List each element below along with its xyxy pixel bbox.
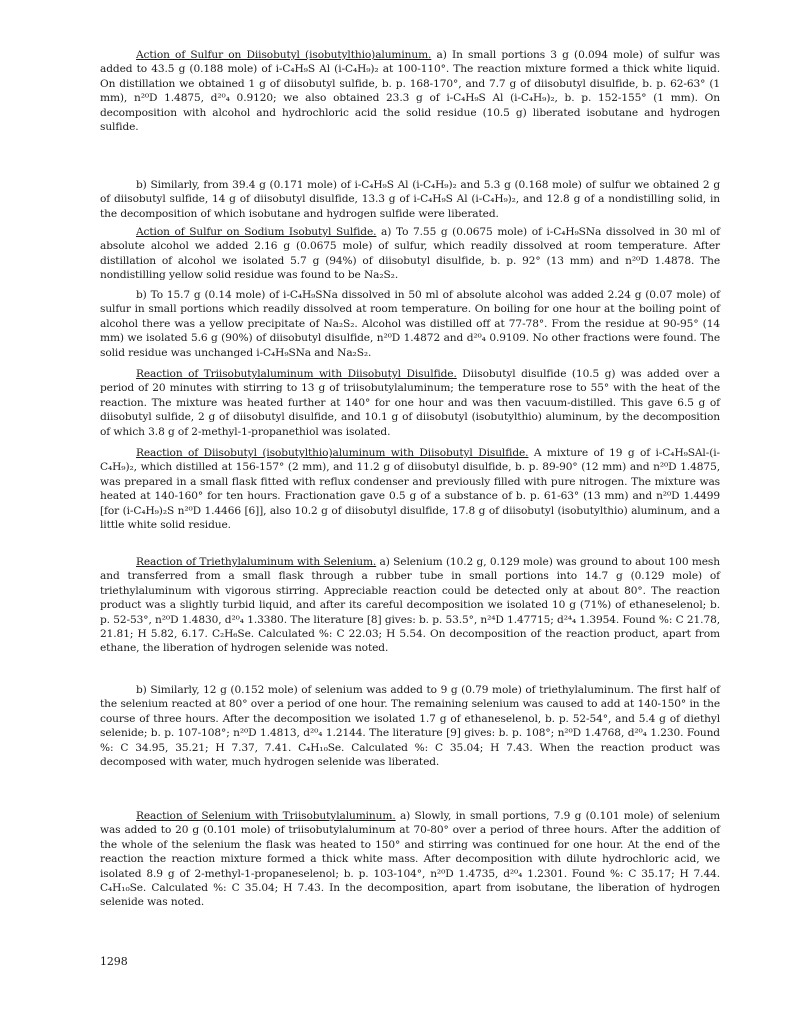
section-heading: Reaction of Triisobutylaluminum with Diisobutyl Disulfide.	[136, 368, 457, 380]
paragraph-text: a) In small portions 3 g (0.094 mole) of sulfur was added to 43.5 g (0.188 mole) of i-C₄H₉S Al (i-C₄H₉)₂ at 100-110°. The reaction mixture formed a thick white liquid. On distillation we obtained 1 g of diisobutyl sulfide, b. p. 168-170°, and 7.7 g of diisobutyl disulfide, b. p. 62-63° (1 mm), n²⁰D 1.4875, d²⁰₄ 0.9120; we also obtained 23.3 g of i-C₄H₉S Al (i-C₄H₉)₂, b. p. 152-155° (1 mm). On decomposition with alcohol and hydrochloric acid the solid residue (10.5 g) liberated isobutane and hydrogen sulfide.	[100, 49, 721, 134]
page-number: 1298	[100, 955, 128, 968]
section-heading: Reaction of Diisobutyl (isobutylthio)aluminum with Diisobutyl Disulfide.	[136, 447, 529, 459]
section-heading: Reaction of Triethylaluminum with Selenium.	[136, 556, 377, 568]
paragraph-diisobutyl-disulfide	[100, 446, 720, 532]
paragraph-sulfur-diisobutyl-b	[100, 178, 720, 221]
paragraph-sulfur-sodium-a	[100, 225, 720, 283]
section-heading: Action of Sulfur on Diisobutyl (isobutylthio)aluminum.	[136, 49, 432, 61]
paragraph-text: a) Selenium (10.2 g, 0.129 mole) was ground to about 100 mesh and transferred from a small flask through a rubber tube in small portions into 14.7 g (0.129 mole) of triethylaluminum with vigorous stirring. Appreciable reaction could be detected only at about 80°. The reaction product was a slightly turbid liquid, and after its careful decomposition we isolated 10 g (71%) of ethaneselenol; b. p. 52-53°, n²⁰D 1.4830, d²⁰₄ 1.3380. The literature [8] gives: b. p. 53.5°, n²⁴D 1.47715; d²⁴₄ 1.3954. Found %: C 21.78, 21.81; H 5.82, 6.17. C₂H₆Se. Calculated %: C 22.03; H 5.54. On decomposition of the reaction product, apart from ethane, the liberation of hydrogen selenide was noted.	[100, 556, 720, 655]
paragraph-text: b) To 15.7 g (0.14 mole) of i-C₄H₉SNa dissolved in 50 ml of absolute alcohol was added 2.24 g (0.07 mole) of sulfur in small portions which readily dissolved at room temperature. On boiling for one hour at the boiling point of alcohol there was a yellow precipitate of Na₂S₂. Alcohol was distilled off at 77-78°. From the residue at 90-95° (14 mm) we isolated 5.6 g (90%) of diisobutyl disulfide, n²⁰D 1.4872 and d²⁰₄ 0.9109. No other fractions were found. The solid residue was unchanged i-C₄H₉SNa and Na₂S₂.	[100, 289, 720, 359]
paragraph-triethylaluminum-selenium-b	[100, 683, 720, 769]
paragraph-text: b) Similarly, from 39.4 g (0.171 mole) of i-C₄H₉S Al (i-C₄H₉)₂ and 5.3 g (0.168 mole) of sulfur we obtained 2 g of diisobutyl sulfide, 14 g of diisobutyl disulfide, 13.3 g of i-C₄H₉S Al (i-C₄H₉)₂, and 12.8 g of a nondistilling solid, in the decomposition of which isobutane and hydrogen sulfide were liberated.	[100, 179, 720, 220]
paragraph-triisobutylaluminum-disulfide	[100, 367, 720, 439]
section-heading: Reaction of Selenium with Triisobutylaluminum.	[136, 810, 396, 822]
paragraph-triethylaluminum-selenium-a	[100, 555, 720, 656]
paragraph-sulfur-sodium-b	[100, 288, 720, 360]
paragraph-sulfur-diisobutyl-a	[100, 48, 720, 134]
paragraph-text: a) To 7.55 g (0.0675 mole) of i-C₄H₉SNa dissolved in 30 ml of absolute alcohol we added 2.16 g (0.0675 mole) of sulfur, which readily dissolved at room temperature. After distillation of alcohol we isolated 5.7 g (94%) of diisobutyl disulfide, b. p. 92° (13 mm) and n²⁰D 1.4878. The nondistilling yellow solid residue was found to be Na₂S₂.	[100, 226, 720, 282]
paragraph-text: A mixture of 19 g of i-C₄H₉SAl-(i-C₄H₉)₂, which distilled at 156-157° (2 mm), and 11.2 g of diisobutyl disulfide, b. p. 89-90° (12 mm) and n²⁰D 1.4875, was prepared in a small flask fitted with reflux condenser and previously filled with pure nitrogen. The mixture was heated at 140-160° for ten hours. Fractionation gave 0.5 g of a substance of b. p. 61-63° (13 mm) and n²⁰D 1.4499 [for (i-C₄H₉)₂S n²⁰D 1.4466 [6]], also 10.2 g of diisobutyl disulfide, 17.8 g of diisobutyl (isobutylthio) aluminum, and a little white solid residue.	[100, 447, 721, 532]
paragraph-text: b) Similarly, 12 g (0.152 mole) of selenium was added to 9 g (0.79 mole) of triethylaluminum. The first half of the selenium reacted at 80° over a period of one hour. The remaining selenium was caused to add at 140-150° in the course of three hours. After the decomposition we isolated 1.7 g of ethaneselenol, b. p. 52-54°, and 5.4 g of diethyl selenide; b. p. 107-108°; n²⁰D 1.4813, d²⁰₄ 1.2144. The literature [9] gives: b. p. 108°; n²⁰D 1.4768, d²⁰₄ 1.230. Found %: C 34.95, 35.21; H 7.37, 7.41. C₄H₁₀Se. Calculated %: C 35.04; H 7.43. When the reaction product was decomposed with water, much hydrogen selenide was liberated.	[100, 684, 720, 769]
paragraph-selenium-triisobutylaluminum	[100, 809, 720, 910]
section-heading: Action of Sulfur on Sodium Isobutyl Sulfide.	[136, 226, 377, 238]
paragraph-text: Diisobutyl disulfide (10.5 g) was added over a period of 20 minutes with stirring to 13 g of triisobutylaluminum; the temperature rose to 55° with the heat of the reaction. The mixture was heated further at 140° for one hour and was then vacuum-distilled. This gave 6.5 g of diisobutyl sulfide, 2 g of diisobutyl disulfide, and 10.1 g of diisobutyl (isobutylthio) aluminum, by the decomposition of which 3.8 g of 2-methyl-1-propanethiol was isolated.	[100, 368, 720, 438]
paragraph-text: a) Slowly, in small portions, 7.9 g (0.101 mole) of selenium was added to 20 g (0.101 mole) of triisobutylaluminum at 70-80° over a period of three hours. After the addition of the whole of the selenium the flask was heated to 150° and stirring was continued for one hour. At the end of the reaction the reaction mixture formed a thick white mass. After decomposition with dilute hydrochloric acid, we isolated 8.9 g of 2-methyl-1-propaneselenol; b. p. 103-104°, n²⁰D 1.4735, d²⁰₄ 1.2301. Found %: C 35.17; H 7.44. C₄H₁₀Se. Calculated %: C 35.04; H 7.43. In the decomposition, apart from isobutane, the liberation of hydrogen selenide was noted.	[100, 810, 720, 909]
